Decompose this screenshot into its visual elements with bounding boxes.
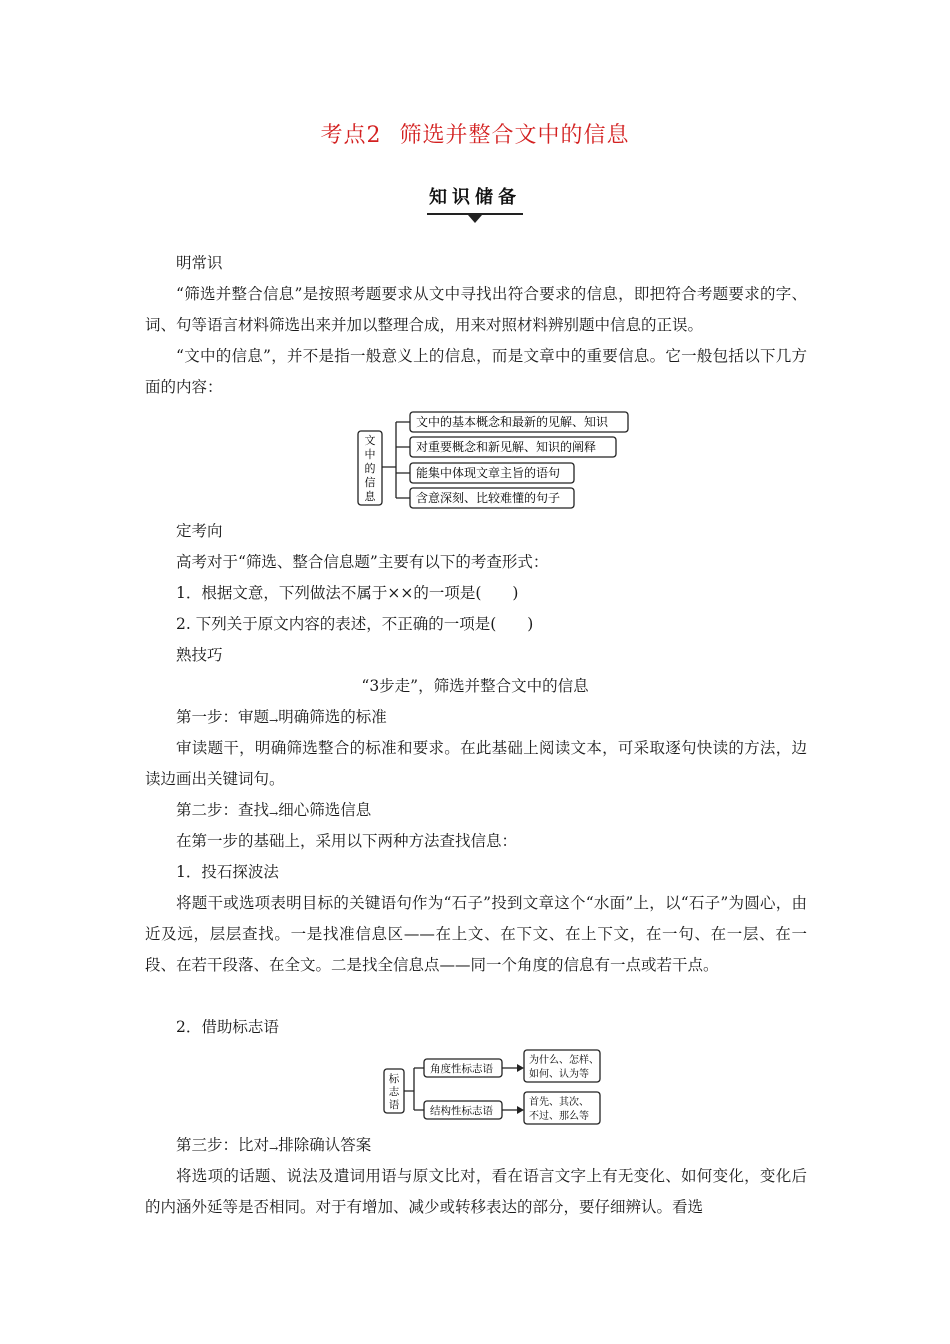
diagram-root-char: 的 (364, 462, 376, 475)
diagram-leaf: 不过、那么等 (529, 1111, 589, 1122)
arrow-icon: → (269, 1142, 279, 1155)
subtitle: “3步走”，筛选并整合文中的信息 (361, 677, 589, 695)
question-form: 2. 下列关于原文内容的表述，不正确的一项是( ) (176, 615, 534, 633)
diagram-root-char: 语 (388, 1099, 400, 1111)
arrow-icon: → (269, 807, 279, 820)
heading-ming: 明常识 (176, 254, 223, 272)
paragraph: 将选项的话题、说法及遣词用语与原文比对，看在语言文字上有无变化、如何变化，变化后的内涵外延等是否相同。对于有增加、减少或转移表达的部分，要仔细辨认。看选 (145, 1167, 807, 1216)
diagram-connector (404, 1068, 424, 1110)
diagram-leaf: 为什么、怎样、 (529, 1055, 599, 1066)
paragraph: “文中的信息”，并不是指一般意义上的信息，而是文章中的重要信息。它一般包括以下几方面的内容： (145, 347, 807, 396)
step-heading: 第二步：查找→细心筛选信息 (176, 801, 372, 820)
diagram-root-char: 信 (364, 476, 376, 489)
diagram-root-char: 息 (364, 490, 376, 503)
paragraph: 审读题干，明确筛选整合的标准和要求。在此基础上阅读文本，可采取逐句快读的方法，边读边画出关键词句。 (145, 739, 807, 788)
diagram-item: 文中的基本概念和最新的见解、知识 (416, 415, 609, 429)
diagram-item: 含意深刻、比较难懂的句子 (416, 491, 561, 505)
diagram-connector (502, 1068, 517, 1110)
step-heading: 第三步：比对→排除确认答案 (176, 1136, 372, 1155)
diagram-item: 能集中体现文章主旨的语句 (416, 466, 561, 480)
diagram-item: 对重要概念和新见解、知识的阐释 (416, 440, 597, 454)
diagram-leaf: 如何、认为等 (529, 1069, 589, 1080)
section-header (0, 183, 950, 223)
diagram-text-info (352, 407, 632, 513)
diagram-root-char: 文 (364, 434, 376, 447)
diagram-branch: 结构性标志语 (430, 1105, 493, 1117)
diagram-leaf: 首先、其次、 (529, 1097, 589, 1108)
arrow-icon (517, 1064, 524, 1114)
diagram-root-char: 志 (388, 1086, 400, 1098)
arrow-icon: → (269, 714, 279, 727)
diagram-root-char: 中 (364, 448, 376, 461)
paragraph: “筛选并整合信息”是按照考题要求从文中寻找出符合要求的信息，即把符合考题要求的字、词、句等语言材料筛选出来并加以整理合成，用来对照材料辨别题中信息的正误。 (145, 285, 807, 334)
diagram-root-char: 标 (388, 1073, 400, 1085)
method-heading: 1．投石探波法 (176, 863, 279, 881)
paragraph: 在第一步的基础上，采用以下两种方法查找信息： (176, 832, 518, 850)
heading-ding: 定考向 (176, 522, 223, 540)
diagram-connector (382, 422, 410, 498)
heading-shu: 熟技巧 (176, 646, 223, 664)
diagram-markers (380, 1044, 610, 1126)
section-label: 知识储备 (429, 187, 521, 208)
paragraph: 将题干或选项表明目标的关键语句作为“石子”投到文章这个“水面”上，以“石子”为圆心，由近及远，层层查找。一是找准信息区——在上文、在下文、在上下文，在一句、在一层、在一段、在若干段落、在全文。二是找全信息点——同一个角度的信息有一点或若干点。 (145, 894, 807, 974)
page-title (0, 118, 950, 149)
question-form: 1．根据文意，下列做法不属于××的一项是( ) (176, 584, 519, 602)
diagram-branch: 角度性标志语 (430, 1063, 493, 1075)
title-main: 筛选并整合文中的信息 (399, 123, 630, 148)
section-underline (427, 213, 523, 215)
section-triangle-icon (468, 215, 482, 223)
method-heading: 2．借助标志语 (176, 1018, 279, 1036)
title-prefix: 考点2 (320, 123, 382, 148)
step-heading: 第一步：审题→明确筛选的标准 (176, 708, 387, 727)
paragraph: 高考对于“筛选、整合信息题”主要有以下的考查形式： (176, 553, 549, 571)
